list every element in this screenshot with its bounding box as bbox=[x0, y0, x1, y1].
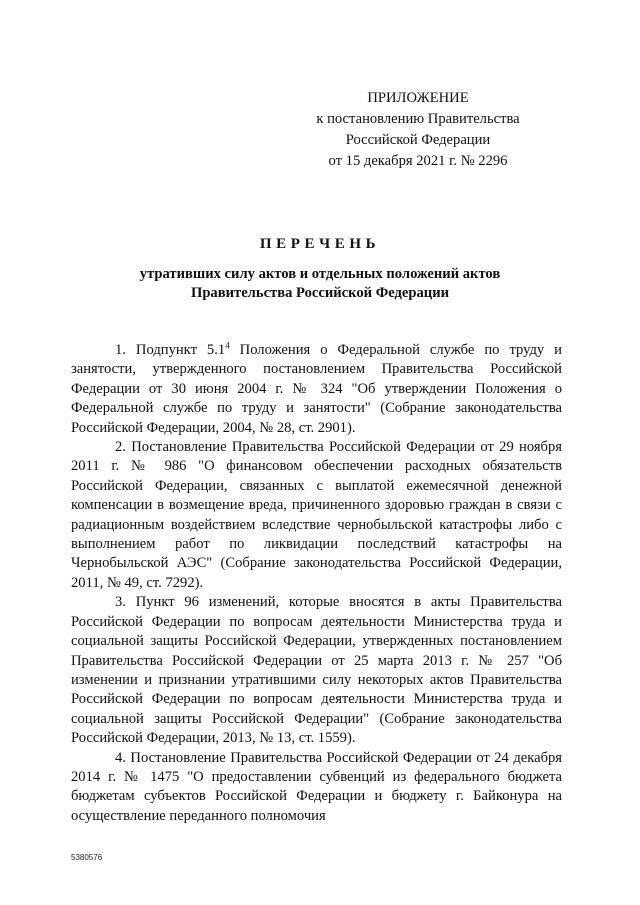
document-subtitle bbox=[0, 265, 640, 303]
appendix-title: ПРИЛОЖЕНИЕ bbox=[367, 90, 469, 106]
document-body bbox=[71, 341, 562, 826]
item-1-text-start: 1. Подпункт 5.1 bbox=[115, 342, 226, 358]
appendix-line-2: Российской Федерации bbox=[345, 132, 491, 148]
list-item-3: 3. Пункт 96 изменений, которые вносятся в акты Правительства Российской Федерации по вопросам деятельности Министерства труда и социальной защиты Российской Федерации, утвержденных постановлением Правительства Российской Федерации от 25 марта 2013 г. № 257 "Об изменении и признании утратившими силу некоторых актов Правительства Российской Федерации по вопросам деятельности Министерства труда и социальной защиты Российской Федерации" (Собрание законодательства Российской Федерации, 2013, № 13, ст. 1559). bbox=[71, 594, 562, 747]
appendix-block bbox=[288, 88, 548, 172]
item-1-superscript: 4 bbox=[225, 340, 230, 351]
subtitle-line-1: утративших силу актов и отдельных положений актов bbox=[139, 266, 501, 282]
appendix-line-1: к постановлению Правительства bbox=[316, 111, 520, 127]
appendix-line-3: от 15 декабря 2021 г. № 2296 bbox=[328, 153, 508, 169]
list-item-1 bbox=[71, 341, 562, 438]
document-number: 5380576 bbox=[71, 853, 103, 862]
document-title: ПЕРЕЧЕНЬ bbox=[259, 236, 381, 252]
item-1-text-end: Положения о Федеральной службе по труду и занятости, утвержденного постановлением Правительства Российской Федерации от 30 июня 2004 г. № 324 "Об утверждении Положения о Федеральной службе по труду и занятости" (Собрание законодательства Российской Федерации, 2004, № 28, ст. 2901). bbox=[71, 342, 562, 436]
list-item-4: 4. Постановление Правительства Российской Федерации от 24 декабря 2014 г. № 1475 "О предоставлении субвенций из федерального бюджета бюджетам субъектов Российской Федерации и бюджету г. Байконура на осуществление переданного полномочия bbox=[71, 749, 562, 824]
list-item-2: 2. Постановление Правительства Российской Федерации от 29 ноября 2011 г. № 986 "О финансовом обеспечении расходных обязательств Российской Федерации, связанных с выплатой ежемесячной денежной компенсации в возмещение вреда, причиненного здоровью граждан в связи с радиационным воздействием вследствие чернобыльской катастрофы либо с выполнением работ по ликвидации последствий катастрофы на Чернобыльской АЭС" (Собрание законодательства Российской Федерации, 2011, № 49, ст. 7292). bbox=[71, 439, 562, 591]
subtitle-line-2: Правительства Российской Федерации bbox=[190, 285, 450, 301]
